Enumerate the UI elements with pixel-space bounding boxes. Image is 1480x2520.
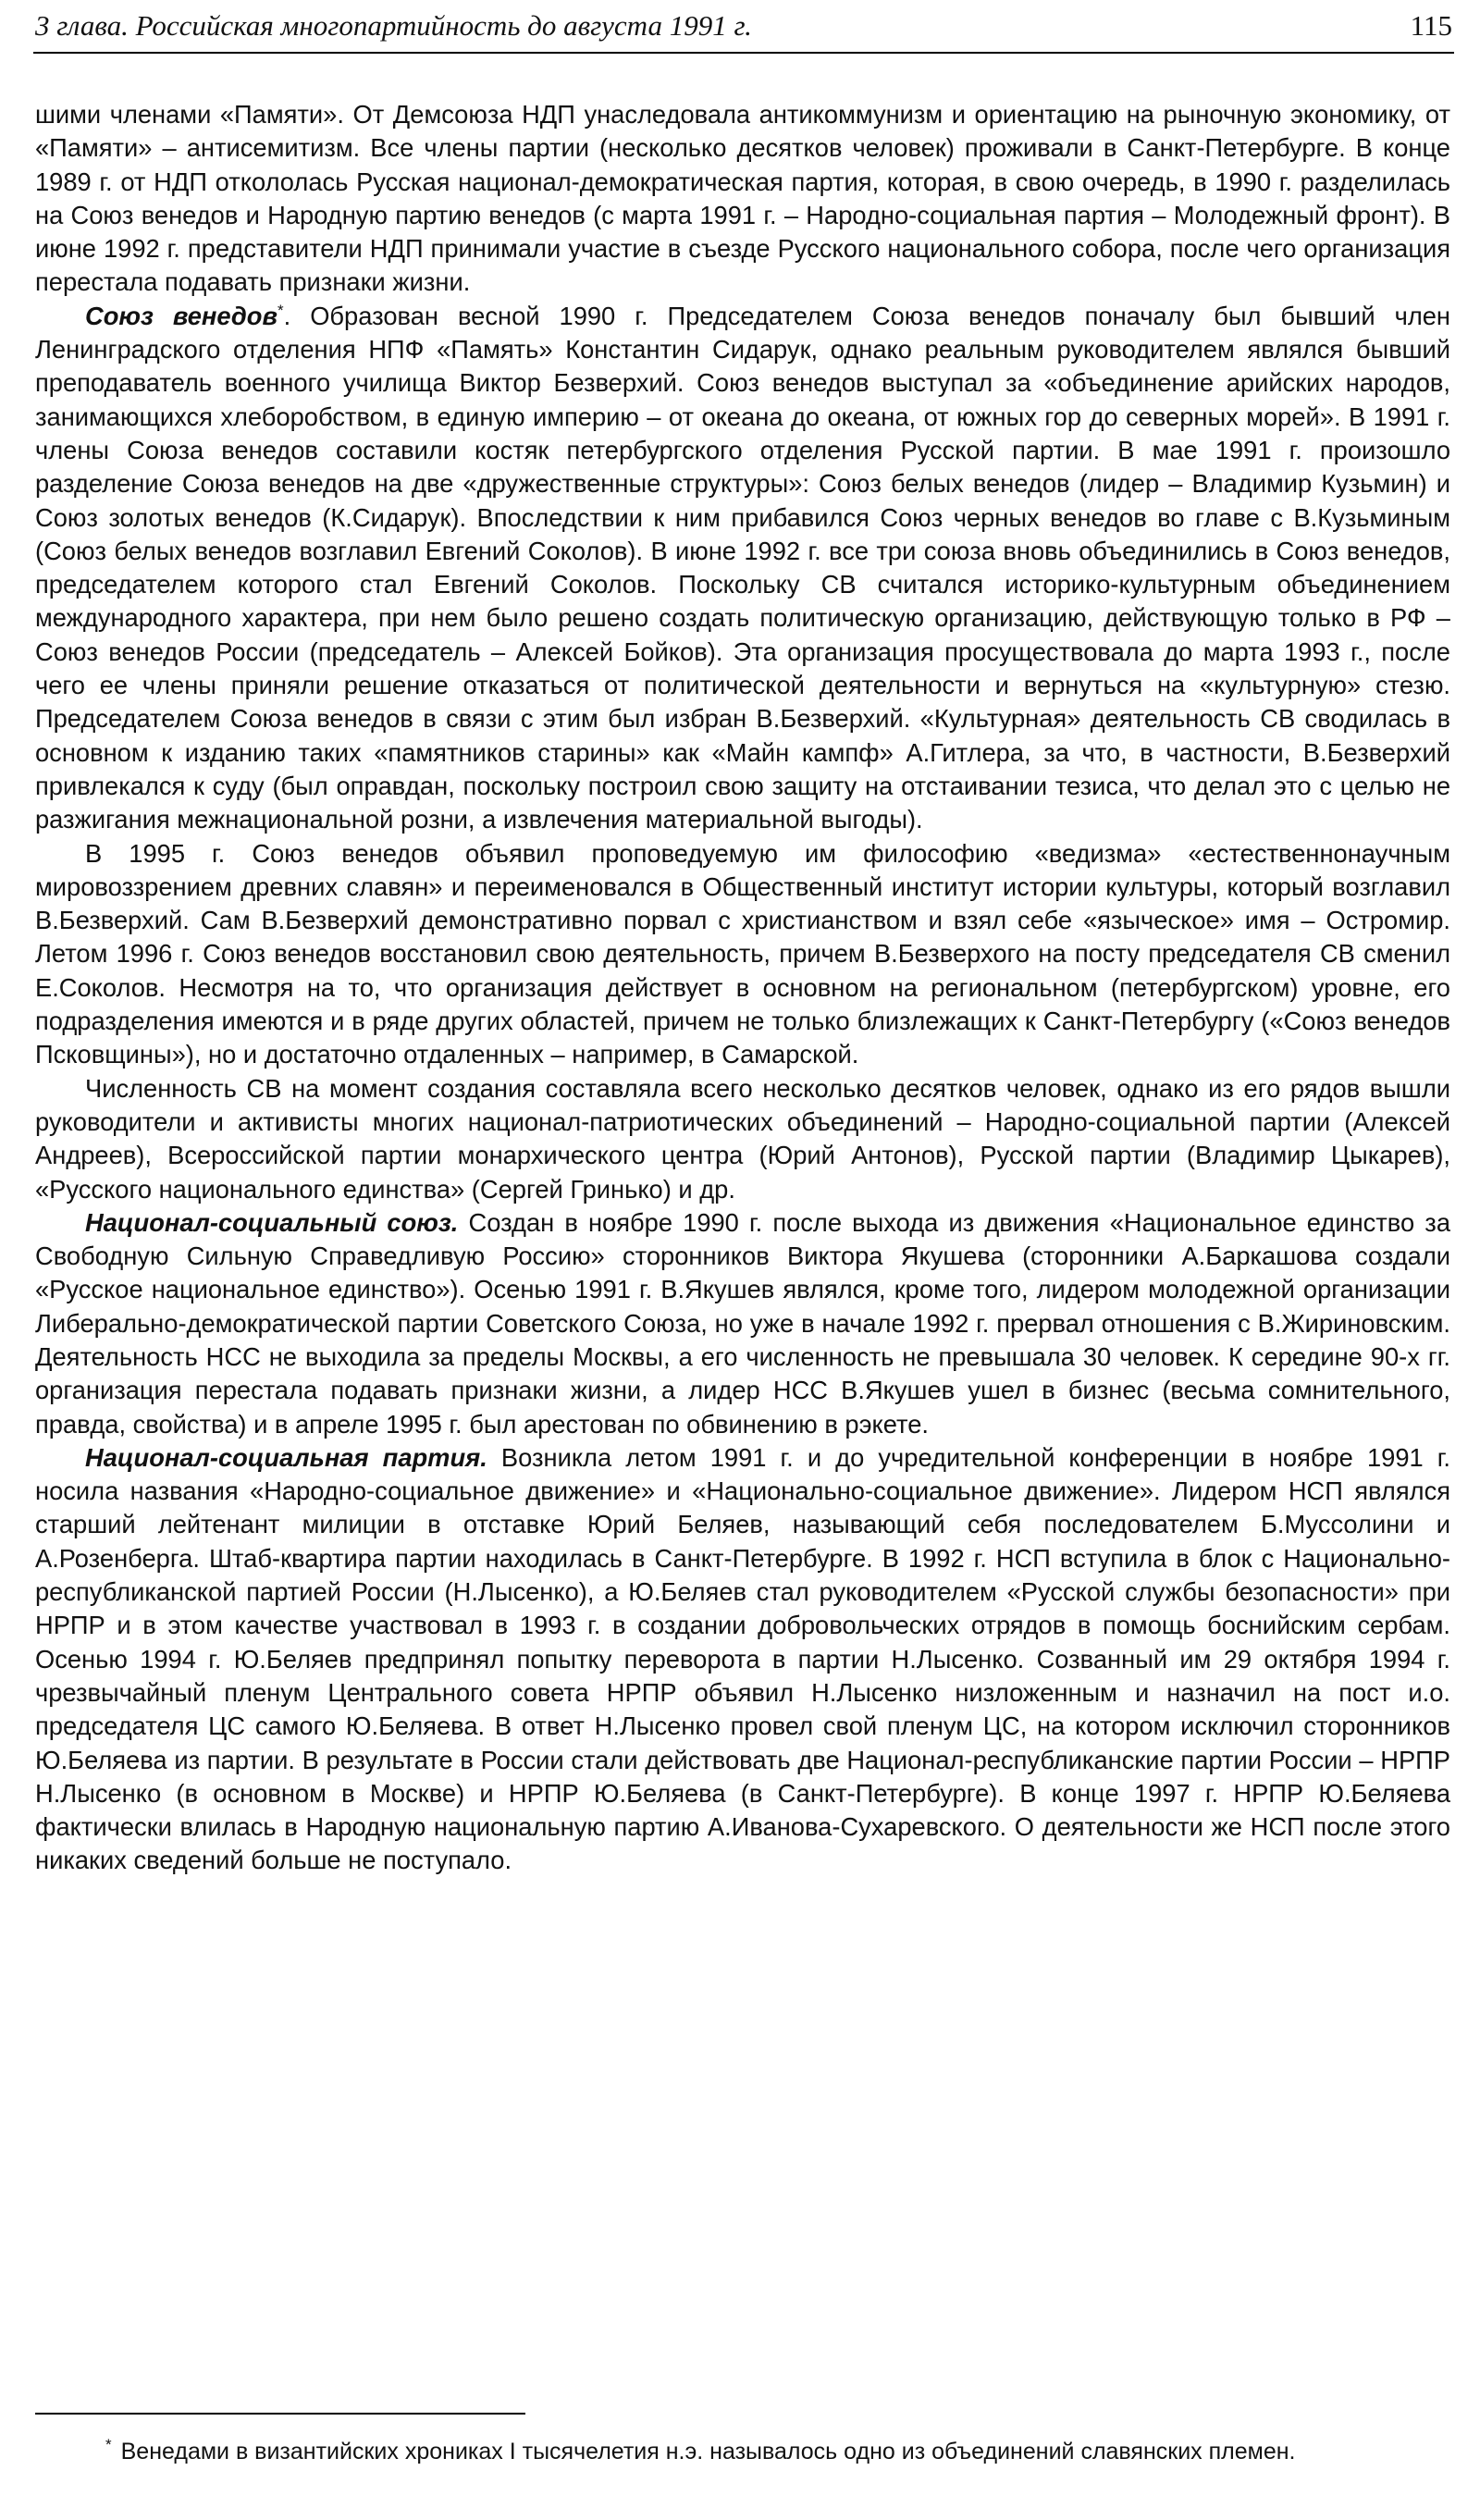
footnote-divider — [35, 2413, 525, 2415]
footnote-reference: * — [277, 301, 284, 319]
paragraph-soyuz-venedov — [35, 300, 1450, 837]
footnote-mark: * — [105, 2436, 112, 2453]
running-title: 3 глава. Российская многопартийность до августа 1991 г. — [35, 9, 752, 42]
paragraph-nss — [35, 1206, 1450, 1441]
paragraph-4: Численность СВ на момент создания составляла всего несколько десятков человек, однако из его рядов вышли руководители и активисты многих национал-патриотических объединений – Народно-социальной партии (Алексей Андреев), Всероссийской партии монархического центра (Юрий Антонов), Русской партии (Владимир Цыкарев), «Русского национального единства» (Сергей Гринько) и др. — [35, 1073, 1450, 1204]
paragraph-text: Создан в ноябре 1990 г. после выхода из движения «Национальное единство за Свободную Сильную Справедливую Россию» сторонников Виктора Якушева (сторонники А.Баркашова создали «Русское национальное единство»). Осенью 1991 г. В.Якушев являлся, кроме того, лидером молодежной организации Либерально-демократической партии Советского Союза, но уже в начале 1992 г. прервал отношения с В.Жириновским. Деятельность НСС не выходила за пределы Москвы, а его численность не превышала 30 человек. К середине 90-х гг. организация перестала подавать признаки жизни, а лидер НСС В.Якушев ушел в бизнес (весьма сомнительного, правда, свойства) и в апреле 1995 г. был арестован по обвинению в рэкете. — [35, 1207, 1450, 1439]
paragraph-nsp — [35, 1441, 1450, 1878]
paragraph-text: Возникла летом 1991 г. и до учредительной конференции в ноябре 1991 г. носила названия «Народно-социальное движение» и «Национально-социальное движение». Лидером НСП являлся старший лейтенант милиции в отставке Юрий Беляев, называющий себя последователем Б.Муссолини и А.Розенберга. Штаб-квартира партии находилась в Санкт-Петербурге. В 1992 г. НСП вступила в блок с Национально-республиканской партией России (Н.Лысенко), а Ю.Беляев стал руководителем «Русской службы безопасности» при НРПР и в этом качестве участвовал в 1993 г. в создании добровольческих отрядов в помощь боснийским сербам. Осенью 1994 г. Ю.Беляев предпринял попытку переворота в партии Н.Лысенко. Созванный им 29 октября 1994 г. чрезвычайный пленум Центрального совета НРПР объявил Н.Лысенко низложенным и назначил на пост и.о. председателя ЦС самого Ю.Беляева. В ответ Н.Лысенко провел свой пленум ЦС, на котором исключил сторонников Ю.Беляева из партии. В результате в России стали действовать две Национал-республиканские партии России – НРПР Н.Лысенко (в основном в Москве) и НРПР Ю.Беляева (в Санкт-Петербурге). В конце 1997 г. НРПР Ю.Беляева фактически влилась в Народную национальную партию А.Иванова-Сухаревского. О деятельности же НСП после этого никаких сведений больше не поступало. — [35, 1442, 1450, 1875]
page-number: 115 — [1410, 9, 1452, 42]
entry-heading-nsp: Национал-социальная партия. — [85, 1442, 487, 1472]
footnote-text: Венедами в византийских хрониках I тысячелетия н.э. называлось одно из объединений славянских племен. — [120, 2439, 1296, 2464]
body-text — [35, 98, 1450, 1878]
paragraph-text: . Образован весной 1990 г. Председателем Союза венедов поначалу был бывший член Ленинградского отделения НПФ «Память» Константин Сидарук, однако реальным руководителем являлся бывший преподаватель военного училища Виктор Безверхий. Союз венедов выступал за «объединение арийских народов, занимающихся хлеборобством, в единую империю – от океана до океана, от южных гор до северных морей». В 1991 г. члены Союза венедов составили костяк петербургского отделения Русской партии. В мае 1991 г. произошло разделение Союза венедов на две «дружественные структуры»: Союз белых венедов (лидер – Владимир Кузьмин) и Союз золотых венедов (К.Сидарук). Впоследствии к ним прибавился Союз черных венедов во главе с В.Кузьминым (Союз белых венедов возглавил Евгений Соколов). В июне 1992 г. все три союза вновь объединились в Союз венедов, председателем которого стал Евгений Соколов. Поскольку СВ считался историко-культурным объединением международного характера, при нем было решено создать политическую организацию, действующую только в РФ – Союз венедов России (председатель – Алексей Бойков). Эта организация просуществовала до марта 1993 г., после чего ее члены приняли решение отказаться от политической деятельности и вернуться на «культурную» стезю. Председателем Союза венедов в связи с этим был избран В.Безверхий. «Культурная» деятельность СВ сводилась в основном к изданию таких «памятников старины» как «Майн кампф» А.Гитлера, за что, в частности, В.Безверхий привлекался к суду (был оправдан, поскольку построил свою защиту на отстаивании тезиса, что делал это с целью не разжигания межнациональной розни, а извлечения материальной выгоды). — [35, 301, 1451, 834]
paragraph-3: В 1995 г. Союз венедов объявил проповедуемую им философию «ведизма» «естественнонаучным мировоззрением древних славян» и переименовался в Общественный институт истории культуры, который возглавил В.Безверхий. Сам В.Безверхий демонстративно порвал с христианством и взял себе «языческое» имя – Остромир. Летом 1996 г. Союз венедов восстановил свою деятельность, причем В.Безверхого на посту председателя СВ сменил Е.Соколов. Несмотря на то, что организация действует в основном на региональном (петербургском) уровне, его подразделения имеются и в ряде других областей, причем не только близлежащих к Санкт-Петербургу («Союз венедов Псковщины»), но и достаточно отдаленных – например, в Самарской. — [35, 838, 1450, 1069]
running-head — [33, 6, 1454, 54]
paragraph-1: шими членами «Памяти». От Демсоюза НДП унаследовала антикоммунизм и ориентацию на рыночную экономику, от «Памяти» – антисемитизм. Все члены партии (несколько десятков человек) проживали в Санкт-Петербурге. В конце 1989 г. от НДП откололась Русская национал-демократическая партия, которая, в свою очередь, в 1990 г. разделилась на Союз венедов и Народную партию венедов (с марта 1991 г. – Народно-социальная партия – Молодежный фронт). В июне 1992 г. представители НДП принимали участие в съезде Русского национального собора, после чего организация перестала подавать признаки жизни. — [35, 100, 1450, 297]
entry-heading-nss: Национал-социальный союз. — [85, 1207, 459, 1237]
entry-heading-soyuz-venedov: Союз венедов — [85, 301, 278, 330]
footnote — [35, 2437, 1450, 2467]
